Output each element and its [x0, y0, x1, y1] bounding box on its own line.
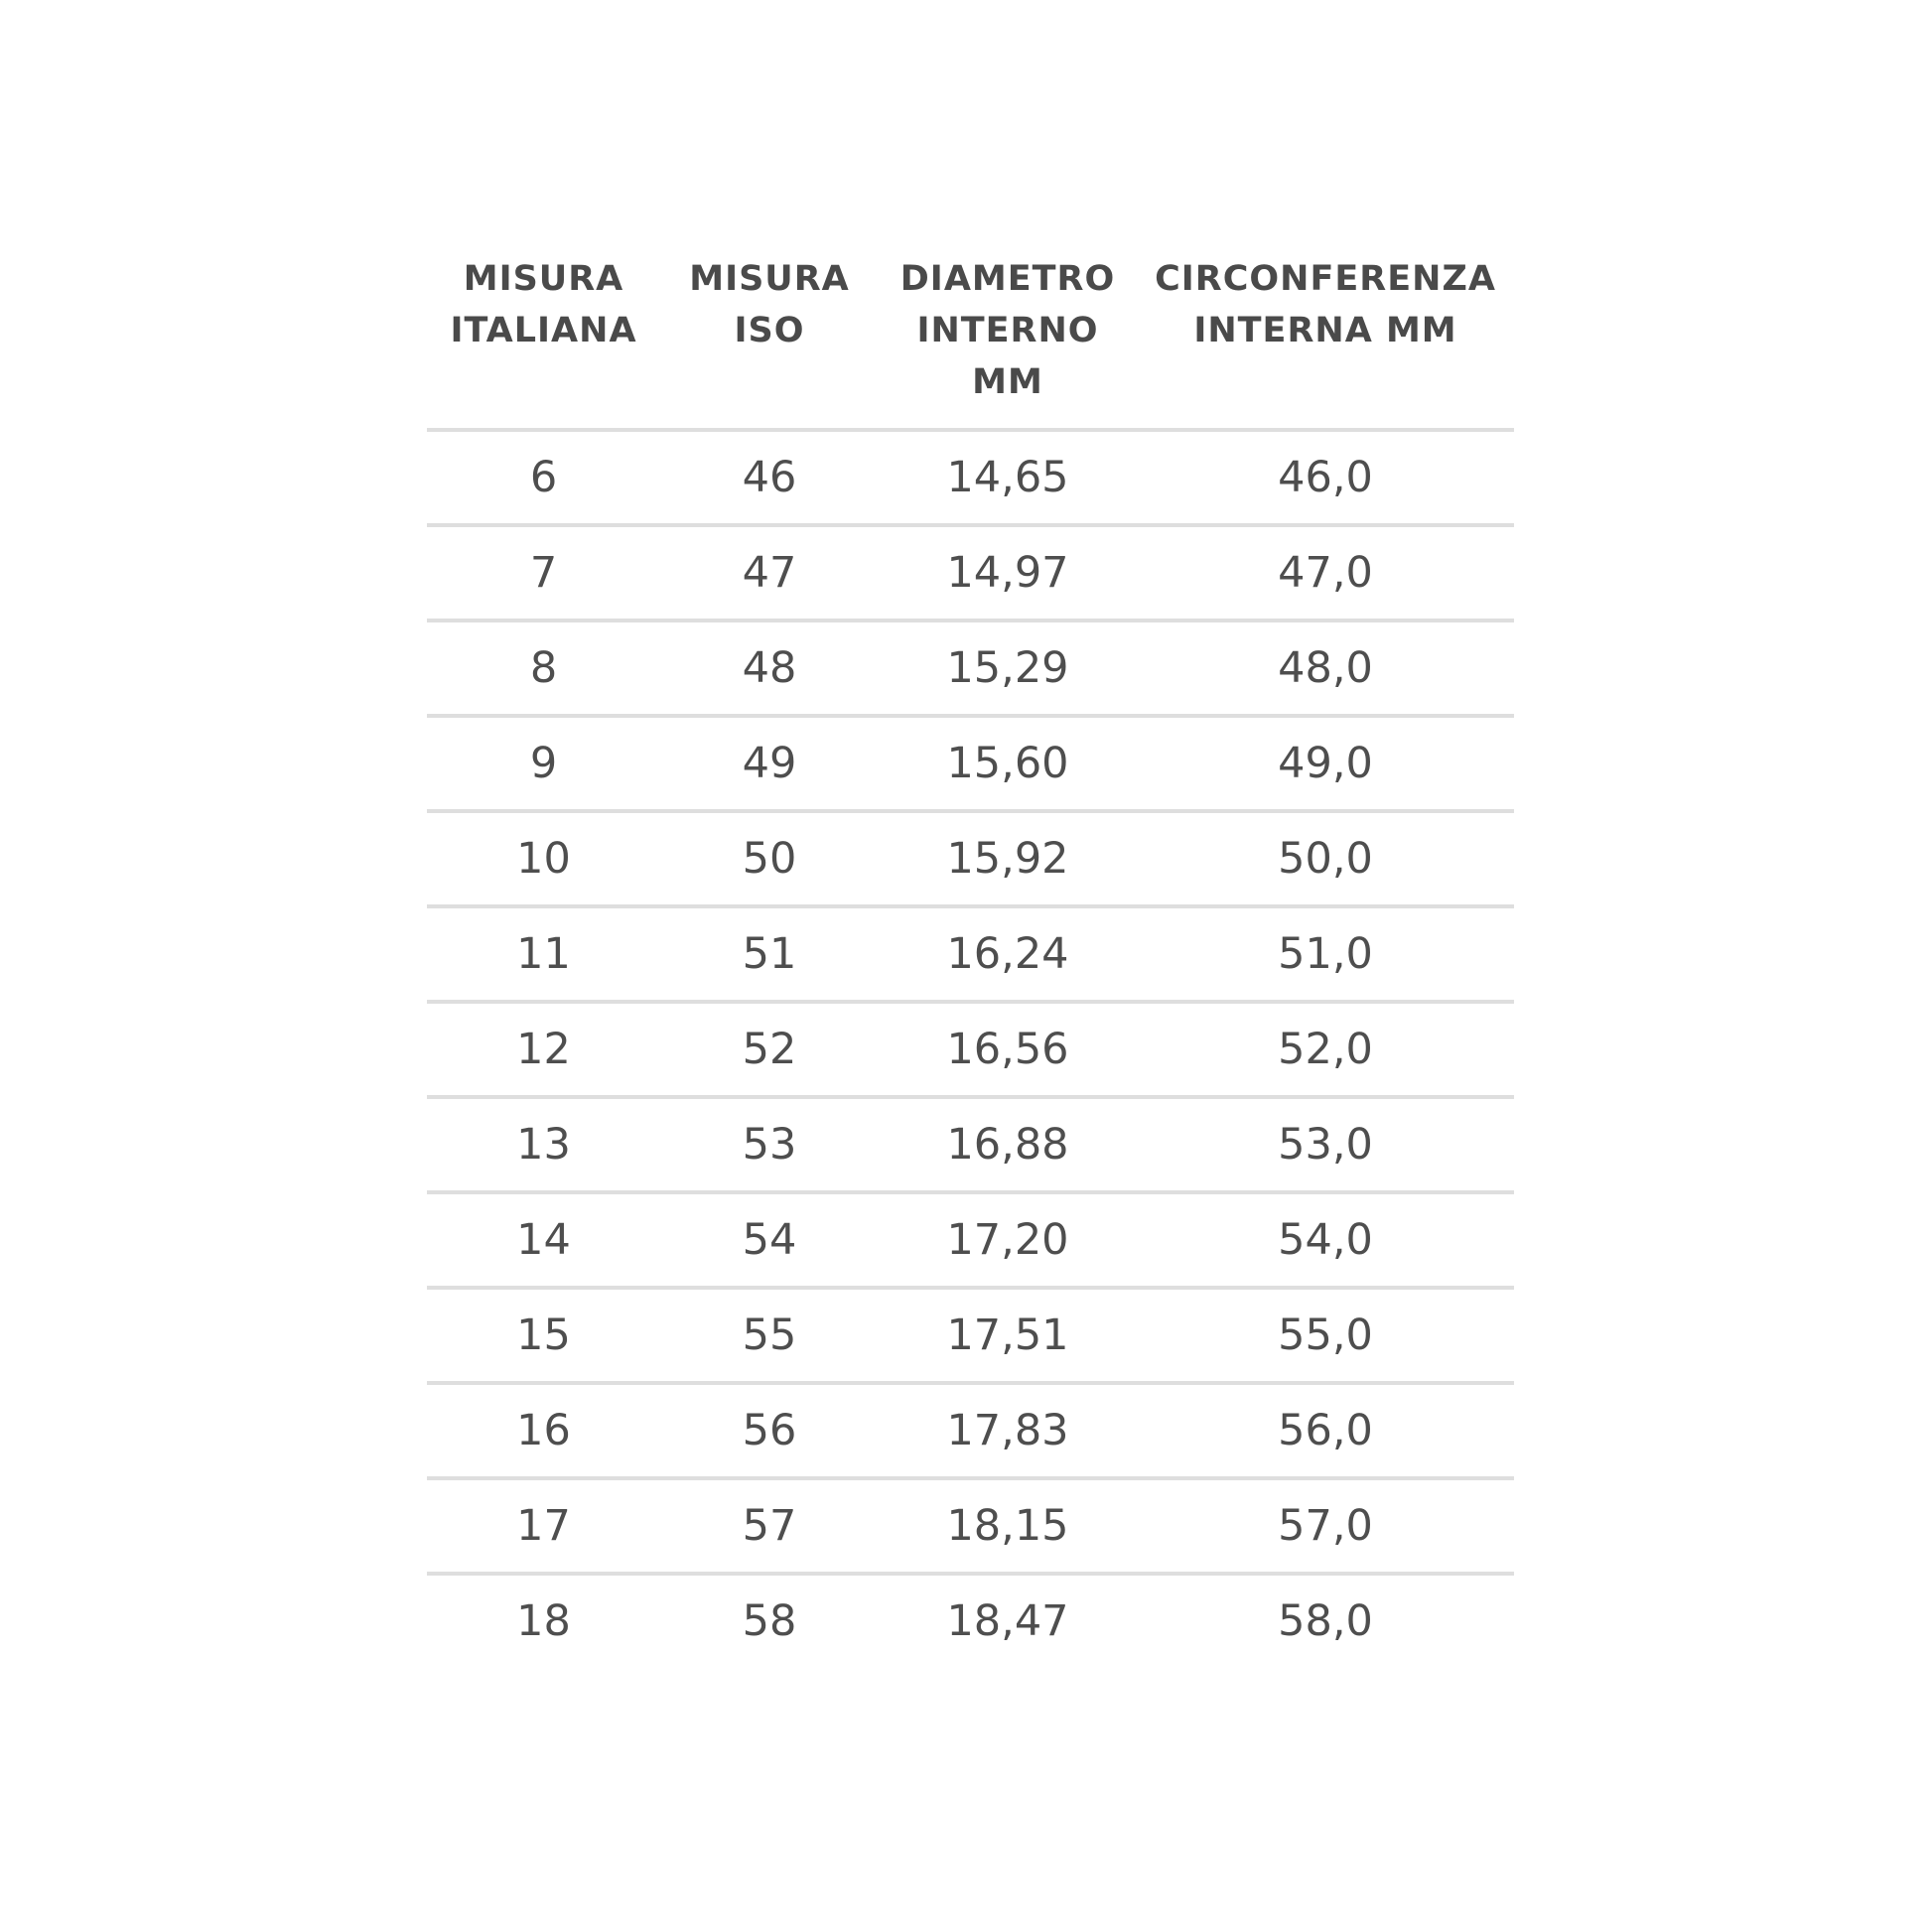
cell-circonferenza-interna: 50,0 — [1137, 811, 1514, 906]
cell-circonferenza-interna: 52,0 — [1137, 1002, 1514, 1097]
cell-misura-iso: 48 — [660, 621, 879, 716]
cell-circonferenza-interna: 48,0 — [1137, 621, 1514, 716]
cell-circonferenza-interna: 54,0 — [1137, 1192, 1514, 1288]
header-diametro-interno — [879, 253, 1137, 430]
cell-diametro-interno: 18,15 — [879, 1478, 1137, 1574]
cell-diametro-interno: 17,83 — [879, 1383, 1137, 1478]
cell-misura-italiana: 17 — [427, 1478, 660, 1574]
cell-misura-iso: 49 — [660, 716, 879, 811]
cell-misura-italiana: 14 — [427, 1192, 660, 1288]
cell-misura-iso: 51 — [660, 906, 879, 1002]
table-body — [427, 430, 1514, 1667]
cell-misura-italiana: 11 — [427, 906, 660, 1002]
cell-circonferenza-interna: 56,0 — [1137, 1383, 1514, 1478]
header-label: MISURA ITALIANA — [450, 259, 637, 350]
cell-diametro-interno: 17,51 — [879, 1288, 1137, 1383]
table-row — [427, 1288, 1514, 1383]
cell-misura-iso: 46 — [660, 430, 879, 525]
cell-diametro-interno: 16,24 — [879, 906, 1137, 1002]
table-row — [427, 1097, 1514, 1192]
cell-misura-iso: 57 — [660, 1478, 879, 1574]
cell-misura-italiana: 13 — [427, 1097, 660, 1192]
cell-misura-iso: 56 — [660, 1383, 879, 1478]
cell-misura-italiana: 6 — [427, 430, 660, 525]
cell-misura-italiana: 9 — [427, 716, 660, 811]
table-row — [427, 1192, 1514, 1288]
cell-circonferenza-interna: 58,0 — [1278, 1596, 1373, 1646]
cell-misura-iso: 55 — [660, 1288, 879, 1383]
header-misura-iso — [660, 253, 879, 430]
header-label: DIAMETRO INTERNO MM — [899, 259, 1116, 402]
cell-misura-iso: 47 — [660, 525, 879, 621]
cell-diametro-interno: 15,60 — [879, 716, 1137, 811]
cell-circonferenza-interna: 49,0 — [1137, 716, 1514, 811]
cell-misura-italiana: 12 — [427, 1002, 660, 1097]
cell-misura-italiana: 15 — [427, 1288, 660, 1383]
cell-misura-italiana: 8 — [427, 621, 660, 716]
cell-diametro-interno: 16,56 — [879, 1002, 1137, 1097]
cell-diametro-interno: 17,20 — [879, 1192, 1137, 1288]
table-row — [427, 716, 1514, 811]
cell-circonferenza-interna: 57,0 — [1137, 1478, 1514, 1574]
cell-misura-iso: 54 — [660, 1192, 879, 1288]
table-header — [427, 253, 1514, 430]
table-row — [427, 525, 1514, 621]
cell-misura-iso: 50 — [660, 811, 879, 906]
ring-size-table — [427, 253, 1514, 1667]
cell-circonferenza-interna: 46,0 — [1137, 430, 1514, 525]
table-row — [427, 621, 1514, 716]
table-row — [427, 906, 1514, 1002]
table-row — [427, 811, 1514, 906]
table-row — [427, 430, 1514, 525]
cell-misura-italiana: 16 — [427, 1383, 660, 1478]
cell-diametro-interno: 15,29 — [879, 621, 1137, 716]
cell-misura-italiana: 10 — [427, 811, 660, 906]
cell-circonferenza-interna: 53,0 — [1137, 1097, 1514, 1192]
cell-misura-italiana: 7 — [427, 525, 660, 621]
cell-misura-italiana: 18 — [516, 1596, 571, 1646]
cell-diametro-interno: 15,92 — [879, 811, 1137, 906]
cell-diametro-interno: 14,65 — [879, 430, 1137, 525]
cell-circonferenza-interna: 47,0 — [1137, 525, 1514, 621]
header-misura-italiana — [427, 253, 660, 430]
header-label: MISURA ISO — [689, 259, 850, 350]
cell-circonferenza-interna: 51,0 — [1137, 906, 1514, 1002]
table-row — [427, 1002, 1514, 1097]
cell-misura-iso: 52 — [660, 1002, 879, 1097]
cell-diametro-interno: 16,88 — [879, 1097, 1137, 1192]
table-row — [427, 1574, 1514, 1667]
table-row — [427, 1383, 1514, 1478]
cell-misura-iso: 53 — [660, 1097, 879, 1192]
cell-diametro-interno: 14,97 — [879, 525, 1137, 621]
table-row — [427, 1478, 1514, 1574]
header-label: CIRCONFERENZA INTERNA MM — [1155, 259, 1496, 350]
cell-circonferenza-interna: 55,0 — [1137, 1288, 1514, 1383]
header-row — [427, 253, 1514, 430]
cell-diametro-interno: 18,47 — [946, 1596, 1069, 1646]
header-circonferenza-interna — [1137, 253, 1514, 430]
cell-misura-iso: 58 — [742, 1596, 797, 1646]
